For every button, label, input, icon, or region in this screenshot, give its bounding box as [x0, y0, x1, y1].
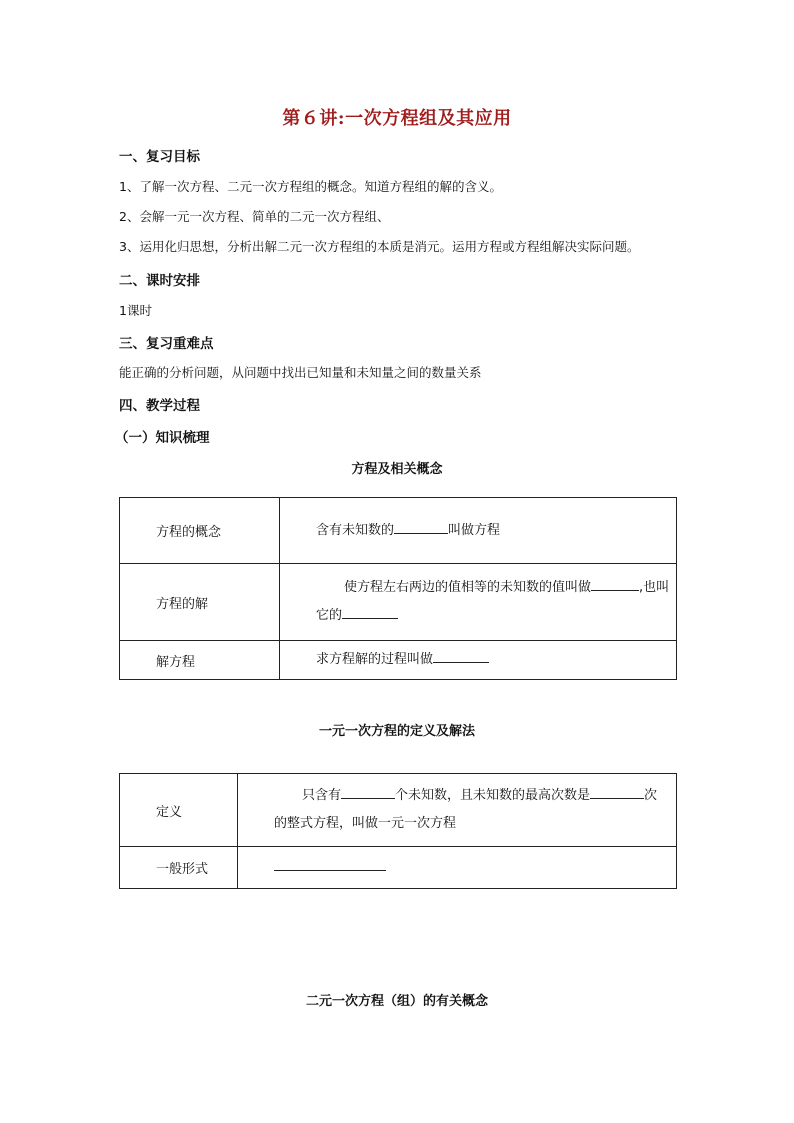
process-subheading: （一）知识梳理: [115, 430, 210, 446]
answer-blank[interactable]: [433, 648, 489, 663]
answer-blank[interactable]: [342, 604, 398, 619]
table-row: [120, 774, 677, 847]
row-content: 使方程左右两边的值相等的未知数的值叫做 ,也叫它的: [280, 564, 677, 641]
page-title: 第６讲:一次方程组及其应用: [282, 108, 512, 129]
goal-item: 3、运用化归思想，分析出解二元一次方程组的本质是消元。运用方程或方程组解决实际问题。: [119, 239, 640, 254]
table3-caption: 二元一次方程（组）的有关概念: [305, 994, 488, 1009]
answer-blank[interactable]: [274, 856, 386, 871]
difficulty-heading: 三、复习重难点: [119, 336, 214, 352]
row-content: [238, 847, 677, 889]
table-row: [120, 498, 677, 564]
answer-blank[interactable]: [591, 576, 639, 591]
goal-item: 2、会解一元一次方程、简单的二元一次方程组、: [119, 209, 390, 224]
table2-caption: 一元一次方程的定义及解法: [318, 724, 475, 739]
answer-blank[interactable]: [341, 784, 395, 799]
row-content: 只含有 个未知数，且未知数的最高次数是 次的整式方程，叫做一元一次方程: [238, 774, 677, 847]
definition-table: [119, 773, 677, 889]
answer-blank[interactable]: [590, 784, 644, 799]
row-content: 含有未知数的 叫做方程: [280, 498, 677, 564]
table-row: [120, 847, 677, 889]
row-label: 定义: [120, 774, 238, 847]
goals-heading: 一、复习目标: [119, 149, 200, 165]
answer-blank[interactable]: [394, 519, 448, 534]
row-content: 求方程解的过程叫做: [280, 641, 677, 680]
row-label: 一般形式: [120, 847, 238, 889]
row-label: 方程的解: [120, 564, 280, 641]
difficulty-text: 能正确的分析问题，从问题中找出已知量和未知量之间的数量关系: [119, 365, 482, 380]
row-label: 解方程: [120, 641, 280, 680]
schedule-heading: 二、课时安排: [119, 273, 200, 289]
table-row: [120, 564, 677, 641]
goal-item: 1、了解一次方程、二元一次方程组的概念。知道方程组的解的含义。: [119, 179, 502, 194]
schedule-text: 1课时: [119, 303, 152, 318]
table1-caption: 方程及相关概念: [351, 462, 443, 477]
concept-table: [119, 497, 677, 680]
row-label: 方程的概念: [120, 498, 280, 564]
process-heading: 四、教学过程: [119, 398, 200, 414]
table-row: [120, 641, 677, 680]
